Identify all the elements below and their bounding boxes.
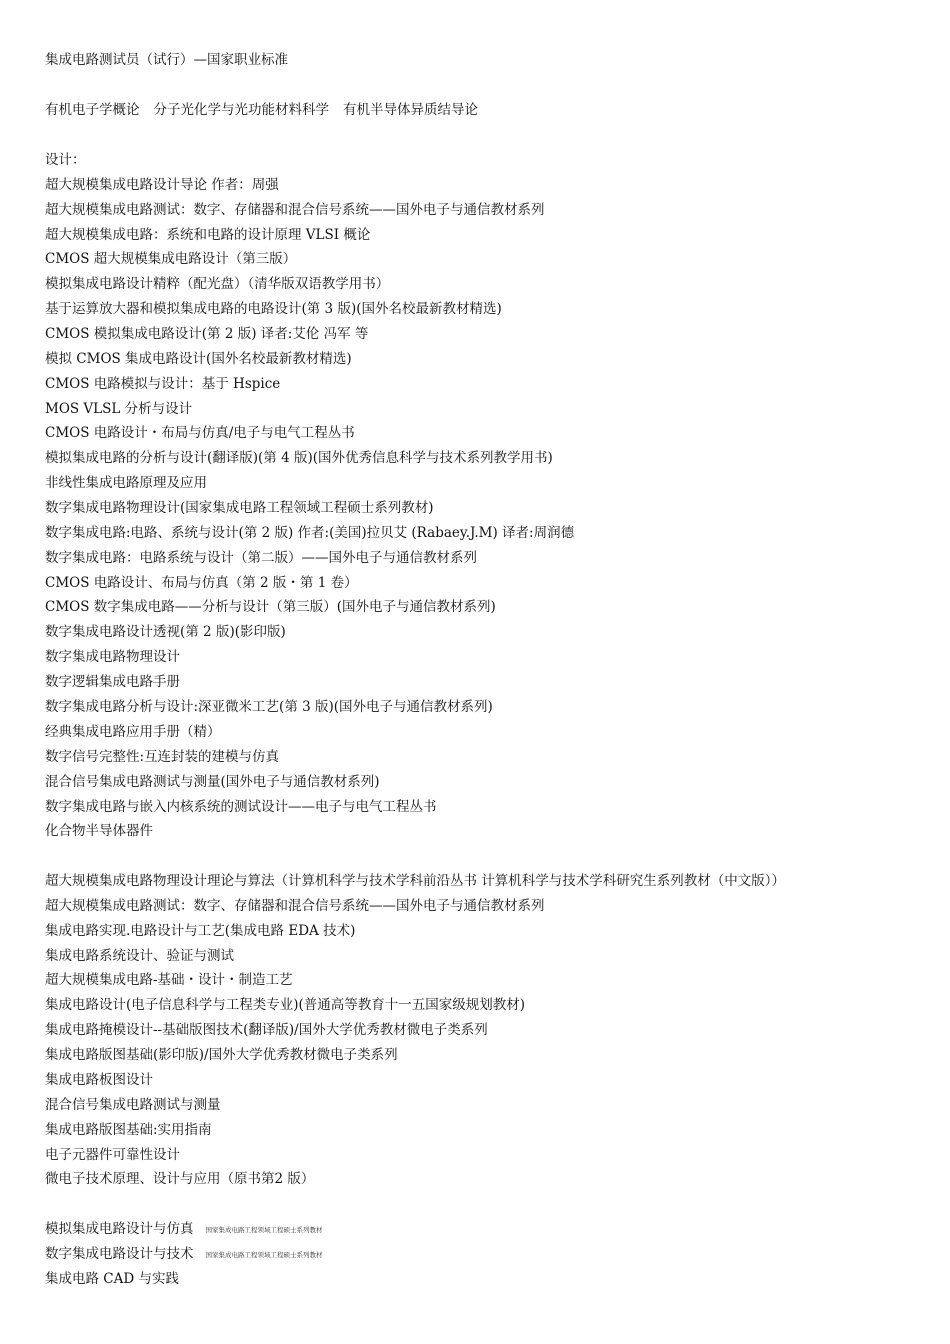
intro-topics-line <box>45 101 478 119</box>
book-title: CMOS 电路设计・布局与仿真/电子与电气工程丛书 <box>45 425 355 441</box>
book-title: 模拟集成电路的分析与设计(翻译版)(第 4 版)(国外优秀信息科学与技术系列教学用书) <box>45 450 553 466</box>
book-title-with-note <box>45 1245 323 1264</box>
book-title-with-note <box>45 1270 191 1289</box>
book-title: 超大规模集成电路-基础・设计・制造工艺 <box>45 972 293 988</box>
book-title: 超大规模集成电路测试：数字、存储器和混合信号系统——国外电子与通信教材系列 <box>45 898 545 914</box>
book-title: 超大规模集成电路设计导论 作者：周强 <box>45 177 279 193</box>
book-title: 模拟 CMOS 集成电路设计(国外名校最新教材精选) <box>45 351 352 367</box>
book-title: 数字集成电路:电路、系统与设计(第 2 版) 作者:(美国)拉贝艾 (Rabaey.J.M) 译者:周润德 <box>45 525 575 541</box>
book-title: 数字集成电路：电路系统与设计（第二版）——国外电子与通信教材系列 <box>45 550 477 566</box>
book-title: 超大规模集成电路测试：数字、存储器和混合信号系统——国外电子与通信教材系列 <box>45 202 545 218</box>
book-title: 集成电路系统设计、验证与测试 <box>45 948 234 964</box>
series-note: 国家集成电路工程领域工程硕士系列教材 <box>205 1250 323 1259</box>
book-title: 非线性集成电路原理及应用 <box>45 475 207 491</box>
book-title: 超大规模集成电路：系统和电路的设计原理 VLSI 概论 <box>45 227 371 243</box>
book-title: 集成电路版图基础(影印版)/国外大学优秀教材微电子类系列 <box>45 1047 398 1063</box>
book-title: 混合信号集成电路测试与测量 <box>45 1097 221 1113</box>
section-heading: 设计： <box>45 152 86 168</box>
book-title: 数字集成电路分析与设计:深亚微米工艺(第 3 版)(国外电子与通信教材系列) <box>45 699 493 715</box>
topic-text: 有机半导体异质结导论 <box>343 102 478 118</box>
series-note: 国家集成电路工程领域工程硕士系列教材 <box>205 1225 323 1234</box>
book-title: 模拟集成电路设计精粹（配光盘）（清华版双语教学用书） <box>45 276 390 292</box>
book-title: 数字集成电路设计与技术 <box>45 1246 194 1262</box>
book-title: 集成电路设计(电子信息科学与工程类专业)(普通高等教育十一五国家级规划教材) <box>45 997 526 1013</box>
book-title: 电子元器件可靠性设计 <box>45 1147 180 1163</box>
book-title-with-note <box>45 1220 323 1239</box>
book-title: 集成电路 CAD 与实践 <box>45 1271 179 1287</box>
topic-text: 有机电子学概论 <box>45 102 140 118</box>
book-title: MOS VLSL 分析与设计 <box>45 401 193 417</box>
book-title: CMOS 模拟集成电路设计(第 2 版) 译者:艾伦 冯军 等 <box>45 326 369 342</box>
book-title: 经典集成电路应用手册（精） <box>45 724 221 740</box>
book-title: CMOS 数字集成电路——分析与设计（第三版）(国外电子与通信教材系列) <box>45 599 496 615</box>
book-title: 基于运算放大器和模拟集成电路的电路设计(第 3 版)(国外名校最新教材精选) <box>45 301 502 317</box>
book-title: 数字逻辑集成电路手册 <box>45 674 180 690</box>
book-title: CMOS 超大规模集成电路设计（第三版） <box>45 251 297 267</box>
book-title: 数字集成电路物理设计(国家集成电路工程领域工程硕士系列教材) <box>45 500 434 516</box>
book-title: 超大规模集成电路物理设计理论与算法（计算机科学与技术学科前沿丛书 计算机科学与技术学科研究生系列教材（中文版）） <box>45 873 786 889</box>
book-title: 混合信号集成电路测试与测量(国外电子与通信教材系列) <box>45 774 380 790</box>
book-title: 集成电路实现.电路设计与工艺(集成电路 EDA 技术) <box>45 923 356 939</box>
book-title: 集成电路版图基础:实用指南 <box>45 1122 212 1138</box>
book-title: 模拟集成电路设计与仿真 <box>45 1221 194 1237</box>
book-title: CMOS 电路模拟与设计：基于 Hspice <box>45 376 281 392</box>
book-title: 化合物半导体器件 <box>45 823 153 839</box>
book-title: 数字集成电路设计透视(第 2 版)(影印版) <box>45 624 286 640</box>
standard-title: 集成电路测试员（试行）—国家职业标准 <box>45 52 288 68</box>
topic-text: 分子光化学与光功能材料科学 <box>153 102 329 118</box>
book-title: CMOS 电路设计、布局与仿真（第 2 版・第 1 卷） <box>45 575 358 591</box>
book-title: 集成电路掩模设计--基础版图技术(翻译版)/国外大学优秀教材微电子类系列 <box>45 1022 488 1038</box>
book-title: 数字集成电路与嵌入内核系统的测试设计——电子与电气工程丛书 <box>45 799 437 815</box>
book-title: 数字集成电路物理设计 <box>45 649 180 665</box>
book-title: 集成电路板图设计 <box>45 1072 153 1088</box>
book-title: 微电子技术原理、设计与应用（原书第2 版） <box>45 1171 315 1187</box>
book-title: 数字信号完整性:互连封装的建模与仿真 <box>45 749 280 765</box>
